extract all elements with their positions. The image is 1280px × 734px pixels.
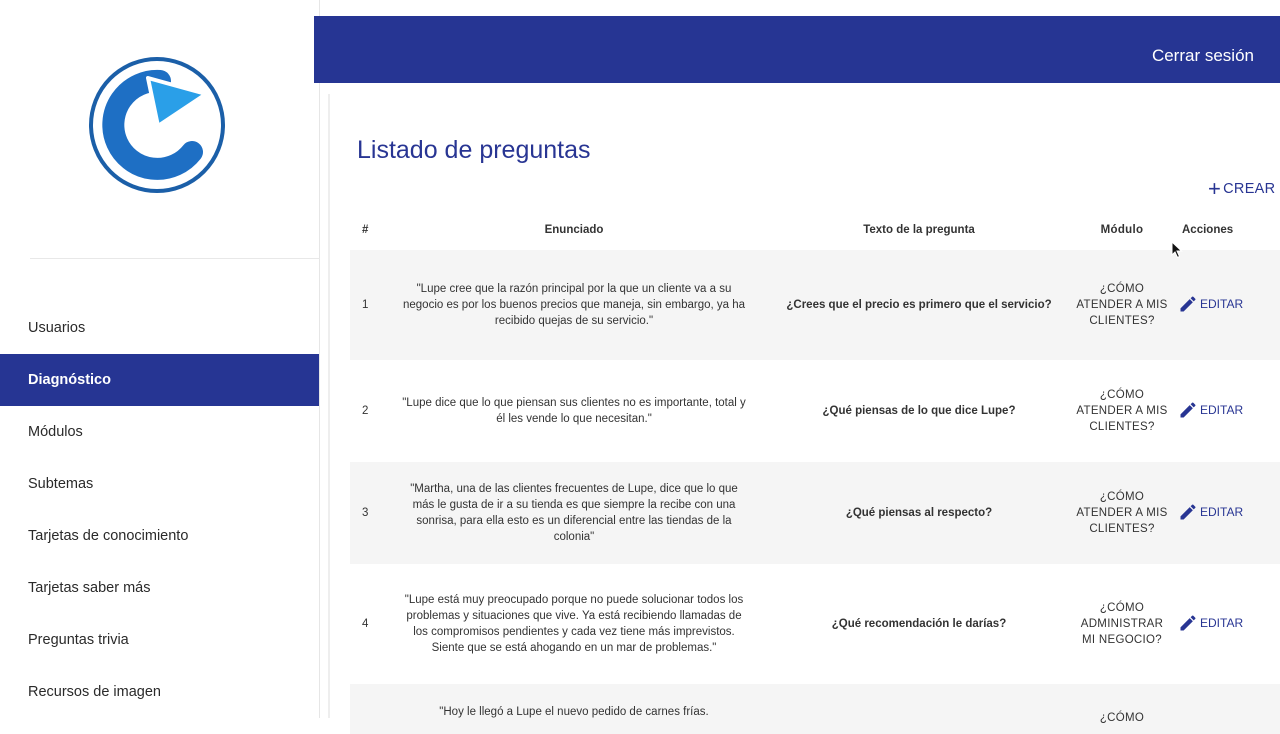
pencil-icon: [1178, 613, 1198, 633]
edit-button[interactable]: [1178, 294, 1243, 314]
sidebar-item-subtemas[interactable]: Subtemas: [28, 476, 94, 492]
row-enunciado: "Hoy le llegó a Lupe el nuevo pedido de carnes frías.: [439, 706, 709, 718]
edit-button[interactable]: [1178, 502, 1243, 522]
sidebar-item-preguntas-trivia[interactable]: Preguntas trivia: [28, 632, 129, 648]
mouse-cursor-icon: [1171, 241, 1183, 259]
sidebar-item-tarjetas-conocimiento[interactable]: Tarjetas de conocimiento: [28, 528, 189, 544]
edit-label: EDITAR: [1200, 615, 1244, 630]
questions-table: [350, 210, 1280, 734]
pencil-icon: [1178, 502, 1198, 522]
table-row: [350, 564, 1280, 684]
row-enunciado: "Lupe dice que lo que piensan sus clientes no es importante, total y él les vende lo que necesitan.": [402, 397, 746, 425]
create-label: CREAR: [1223, 181, 1276, 197]
sidebar: [0, 0, 320, 718]
column-header-modulo: Módulo: [1100, 224, 1144, 236]
pencil-icon: [1178, 294, 1198, 314]
row-enunciado: "Lupe cree que la razón principal por la que un cliente va a su negocio es por los buenos precios que maneja, sin embargo, ya ha recibido quejas de su servicio.": [402, 283, 746, 327]
edit-label: EDITAR: [1200, 504, 1244, 519]
plus-icon: +: [1208, 176, 1222, 201]
row-number: 4: [362, 618, 369, 630]
play-circle-logo-icon: [88, 56, 226, 194]
row-modulo: ¿CÓMO ADMINISTRAR MI NEGOCIO?: [1080, 602, 1164, 646]
table-row: [350, 360, 1280, 462]
table-row: [350, 684, 1280, 734]
logout-button[interactable]: Cerrar sesión: [1151, 46, 1254, 65]
row-enunciado: "Martha, una de las clientes frecuentes de Lupe, dice que lo que más le gusta de ir a su tienda es que siempre la recibe con una sonrisa, para ella esto es un diferencial entre las tiendas de la colonia": [410, 483, 738, 543]
sidebar-nav: [0, 302, 319, 718]
row-texto: ¿Qué piensas al respecto?: [845, 507, 993, 519]
row-texto: ¿Qué piensas de lo que dice Lupe?: [822, 405, 1016, 417]
row-texto: ¿Crees que el precio es primero que el servicio?: [786, 299, 1052, 311]
edit-button[interactable]: [1178, 400, 1243, 420]
sidebar-item-modulos[interactable]: Módulos: [28, 424, 83, 440]
row-number: 3: [362, 507, 369, 519]
row-modulo: ¿CÓMO: [1099, 712, 1145, 724]
column-header-texto: Texto de la pregunta: [863, 224, 975, 236]
column-header-enunciado: Enunciado: [544, 224, 604, 236]
row-modulo: ¿CÓMO ATENDER A MIS CLIENTES?: [1076, 283, 1168, 327]
page-title: Listado de preguntas: [357, 136, 591, 164]
edit-button[interactable]: [1178, 613, 1243, 633]
create-button[interactable]: [1208, 176, 1275, 202]
top-bar: [314, 16, 1280, 83]
row-texto: ¿Qué recomendación le darías?: [831, 618, 1007, 630]
edit-label: EDITAR: [1200, 296, 1244, 311]
row-modulo: ¿CÓMO ATENDER A MIS CLIENTES?: [1076, 491, 1168, 535]
table-row: [350, 250, 1280, 360]
table-row: [350, 462, 1280, 564]
column-header-num: #: [362, 224, 369, 236]
sidebar-divider: [30, 258, 320, 259]
content-divider: [328, 94, 330, 718]
sidebar-item-recursos-imagen[interactable]: Recursos de imagen: [28, 684, 161, 700]
row-modulo: ¿CÓMO ATENDER A MIS CLIENTES?: [1076, 389, 1168, 433]
pencil-icon: [1178, 400, 1198, 420]
sidebar-item-tarjetas-saber-mas[interactable]: Tarjetas saber más: [28, 580, 151, 596]
sidebar-item-usuarios[interactable]: Usuarios: [28, 320, 86, 336]
edit-label: EDITAR: [1200, 402, 1244, 417]
column-header-acciones: Acciones: [1182, 224, 1234, 236]
app-logo[interactable]: [88, 56, 226, 194]
row-number: 2: [362, 405, 369, 417]
sidebar-item-diagnostico[interactable]: Diagnóstico: [0, 354, 319, 406]
table-header: [350, 210, 1280, 250]
row-enunciado: "Lupe está muy preocupado porque no puede solucionar todos los problemas y situaciones que vive. Ya está recibiendo llamadas de los compromisos pendientes y cada vez tiene más imprevistos. Siente que se está ahogando en un mar de problemas.": [404, 594, 744, 654]
row-number: 1: [362, 299, 369, 311]
